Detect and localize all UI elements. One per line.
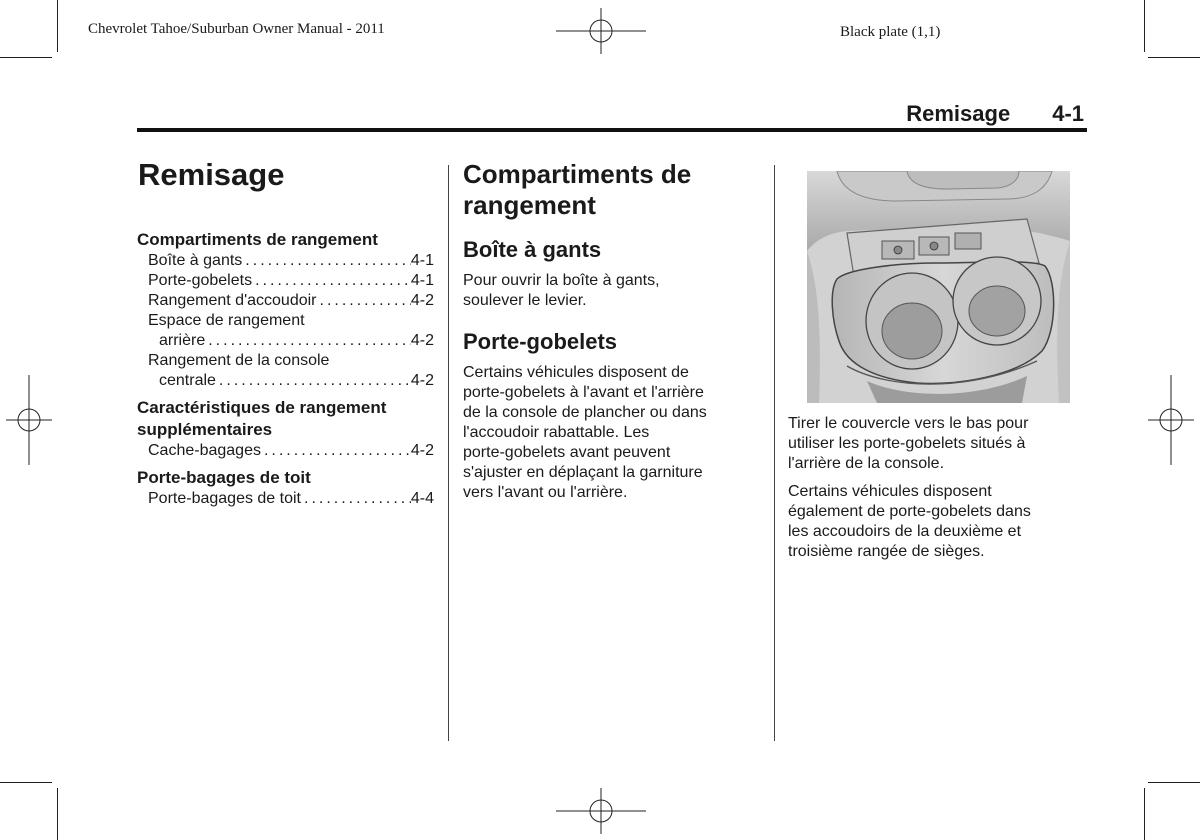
column-divider-2 — [774, 165, 775, 741]
registration-mark-right — [1148, 375, 1194, 465]
toc-entry-center-console-line1[interactable] — [137, 351, 434, 371]
running-head-section: Remisage — [906, 101, 1011, 126]
toc-entry-page: 4-1 — [410, 252, 434, 269]
registration-mark-bottom — [556, 788, 646, 834]
toc-entry-label: centrale — [159, 372, 216, 389]
toc-group-title: Compartiments de rangement — [137, 230, 378, 249]
toc-entry-label: arrière — [159, 332, 206, 349]
running-head — [906, 101, 1084, 127]
table-of-contents — [137, 229, 434, 509]
toc-group-title: Porte-bagages de toit — [137, 468, 311, 487]
toc-entry-rear-storage-line1[interactable] — [137, 311, 434, 331]
toc-entry-page: 4-2 — [410, 292, 434, 309]
toc-entry-roof-rack[interactable] — [137, 489, 434, 509]
column-middle — [463, 159, 753, 521]
toc-entry-label: Porte-gobelets — [148, 272, 253, 289]
toc-entry-cupholders[interactable] — [137, 271, 434, 291]
toc-entry-label: Cache-bagages — [148, 442, 261, 459]
registration-mark-left — [6, 375, 52, 465]
column-right-text — [788, 414, 1078, 580]
toc-entry-page: 4-1 — [410, 272, 434, 289]
running-head-page-number: 4-1 — [1052, 101, 1084, 126]
toc-entry-rear-storage-line2[interactable] — [137, 331, 434, 351]
toc-entry-page: 4-4 — [410, 490, 434, 507]
toc-entry-page: 4-2 — [410, 332, 434, 349]
toc-entry-glovebox[interactable] — [137, 251, 434, 271]
toc-group-title: Caractéristiques de rangement — [137, 398, 387, 417]
glovebox-heading: Boîte à gants — [463, 237, 602, 262]
toc-entry-label: Rangement d'accoudoir — [148, 292, 317, 309]
toc-entry-page: 4-2 — [410, 442, 434, 459]
armrest-cupholders-text: Certains véhicules disposent également de porte-gobelets dans les accoudoirs de la deuxième et troisième rangée de sièges. — [788, 483, 1031, 560]
registration-mark-top — [556, 8, 646, 54]
chapter-title: Remisage — [138, 157, 285, 192]
toc-entry-center-console-line2[interactable] — [137, 371, 434, 391]
toc-entry-page: 4-2 — [410, 372, 434, 389]
toc-group-title-cont: supplémentaires — [137, 420, 273, 439]
print-header-plate: Black plate (1,1) — [840, 24, 941, 40]
glovebox-text: Pour ouvrir la boîte à gants, soulever le levier. — [463, 272, 660, 309]
toc-entry-label: Espace de rangement — [148, 312, 305, 329]
rear-cupholders-text: Tirer le couvercle vers le bas pour utiliser les porte-gobelets situés à l'arrière de la console. — [788, 415, 1029, 472]
toc-entry-label: Rangement de la console — [148, 352, 330, 369]
toc-entry-label: Porte-bagages de toit — [148, 490, 301, 507]
rear-console-cupholders-illustration — [807, 171, 1070, 403]
section-heading: Compartiments de rangement — [463, 159, 692, 220]
print-header-title: Chevrolet Tahoe/Suburban Owner Manual - 2011 — [88, 21, 385, 37]
cupholders-heading: Porte-gobelets — [463, 329, 618, 354]
toc-entry-armrest-storage[interactable] — [137, 291, 434, 311]
header-rule — [137, 128, 1087, 132]
toc-entry-label: Boîte à gants — [148, 252, 243, 269]
cupholders-text: Certains véhicules disposent de porte-gobelets à l'avant et l'arrière de la console de plancher ou dans l'accoudoir rabattable. Les porte-gobelets avant peuvent s'ajuster en déplaçant la garniture vers l'avant ou l'arrière. — [463, 364, 707, 501]
column-divider-1 — [448, 165, 449, 741]
toc-entry-cargo-cover[interactable] — [137, 441, 434, 461]
